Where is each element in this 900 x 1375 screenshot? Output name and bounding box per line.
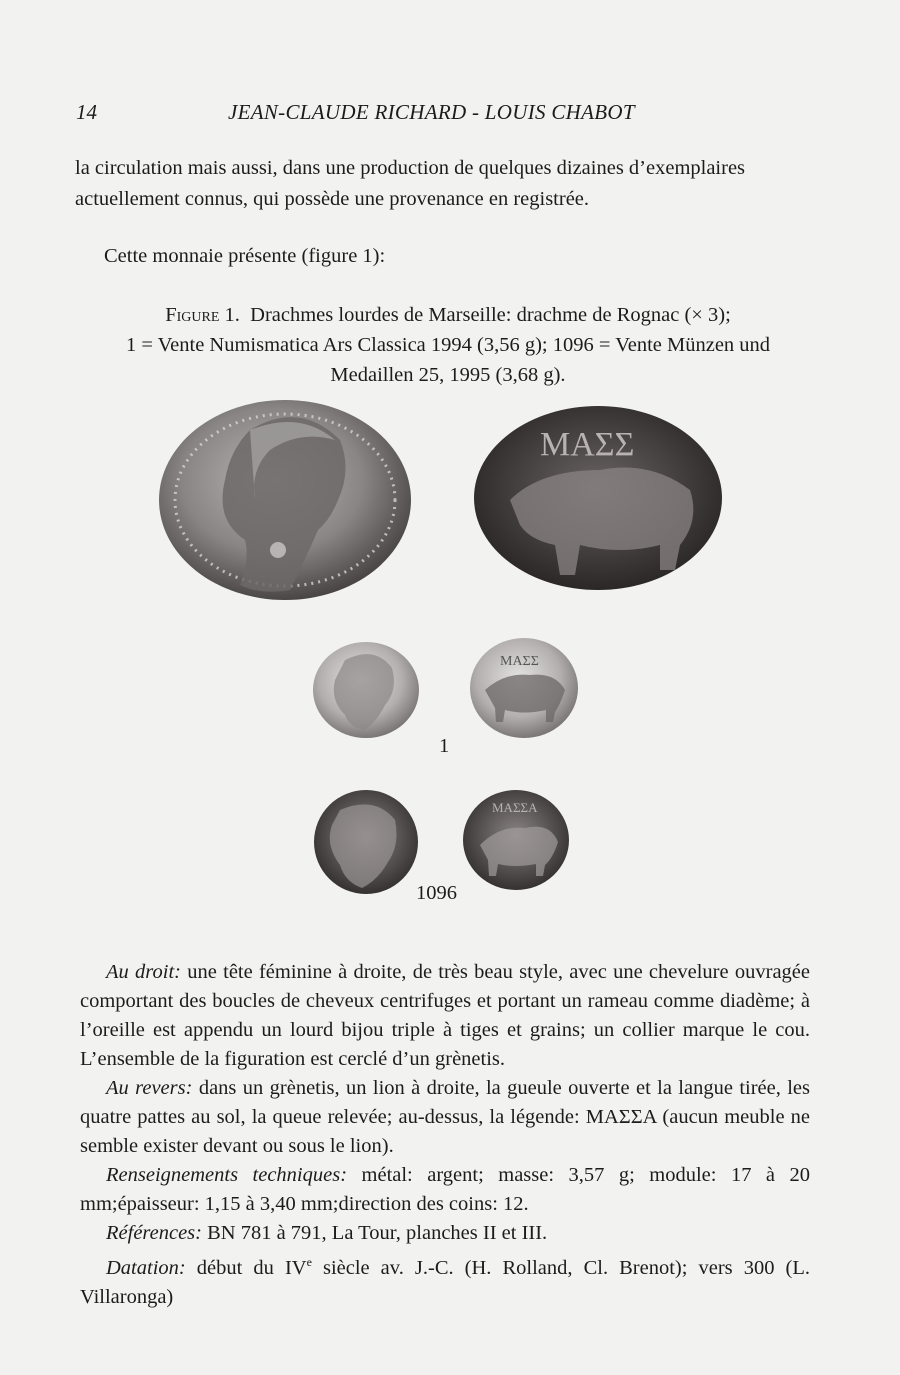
coin-1-obverse xyxy=(313,642,419,738)
page-number: 14 xyxy=(76,100,97,124)
large-obverse-coin xyxy=(159,400,411,600)
paragraph-technical: Renseignements techniques: métal: argent; masse: 3,57 g; module: 17 à 20 mm;épaisseur: 1,15 à 3,40 mm;direction des coins: 12. xyxy=(80,1164,810,1215)
coin-1096-reverse xyxy=(463,790,569,890)
large-coin-legend: ΜΑΣΣ xyxy=(540,426,635,463)
coin-label-1096: 1096 xyxy=(416,882,457,904)
paragraph-figure-intro: Cette monnaie présente (figure 1): xyxy=(104,245,386,267)
caption-line-2: 1 = Vente Numismatica Ars Classica 1994 (3,56 g); 1096 = Vente Münzen und xyxy=(125,334,771,356)
coin-1-legend: ΜΑΣΣ xyxy=(500,654,539,669)
running-title: JEAN-CLAUDE RICHARD - LOUIS CHABOT xyxy=(228,100,635,124)
paragraph-datation: Datation: début du IVe siècle av. J.-C. (H. Rolland, Cl. Brenot); vers 300 (L. Villaronga) xyxy=(80,1255,810,1308)
coin-1-reverse xyxy=(470,638,578,738)
large-reverse-coin xyxy=(474,406,722,590)
coin-1096-obverse xyxy=(314,790,418,894)
coin-description xyxy=(80,958,810,1312)
paragraph-droit: Au droit: une tête féminine à droite, de très beau style, avec une chevelure ouvragée comportant des boucles de cheveux centrifuges et portant un rameau comme diadème; à l’oreille est appendu un lourd bijou triple à tiges et grains; un collier marque le cou. L’ensemble de la figuration est cerclé d’un grènetis. xyxy=(80,961,810,1070)
coin-1096-legend: ΜΑΣΣΑ xyxy=(492,800,538,815)
caption-line-1: Drachmes lourdes de Marseille: drachme de Rognac (× 3); xyxy=(250,304,731,326)
figure-label: Figure 1. xyxy=(165,304,240,326)
paragraph-intro: la circulation mais aussi, dans une production de quelques dizaines d’exemplaires actuellement connus, qui possède une provenance en registrée. xyxy=(75,157,746,210)
caption-line-3: Medaillen 25, 1995 (3,68 g). xyxy=(330,364,566,386)
coin-label-1: 1 xyxy=(439,735,450,757)
paragraph-references: Références: BN 781 à 791, La Tour, planches II et III. xyxy=(106,1222,548,1244)
paragraph-revers: Au revers: dans un grènetis, un lion à droite, la gueule ouverte et la langue tirée, les quatre pattes au sol, la queue relevée; au-dessus, la légende: ΜΑΣΣΑ (aucun meuble ne semble exister devant ou sous le lion). xyxy=(80,1077,810,1157)
